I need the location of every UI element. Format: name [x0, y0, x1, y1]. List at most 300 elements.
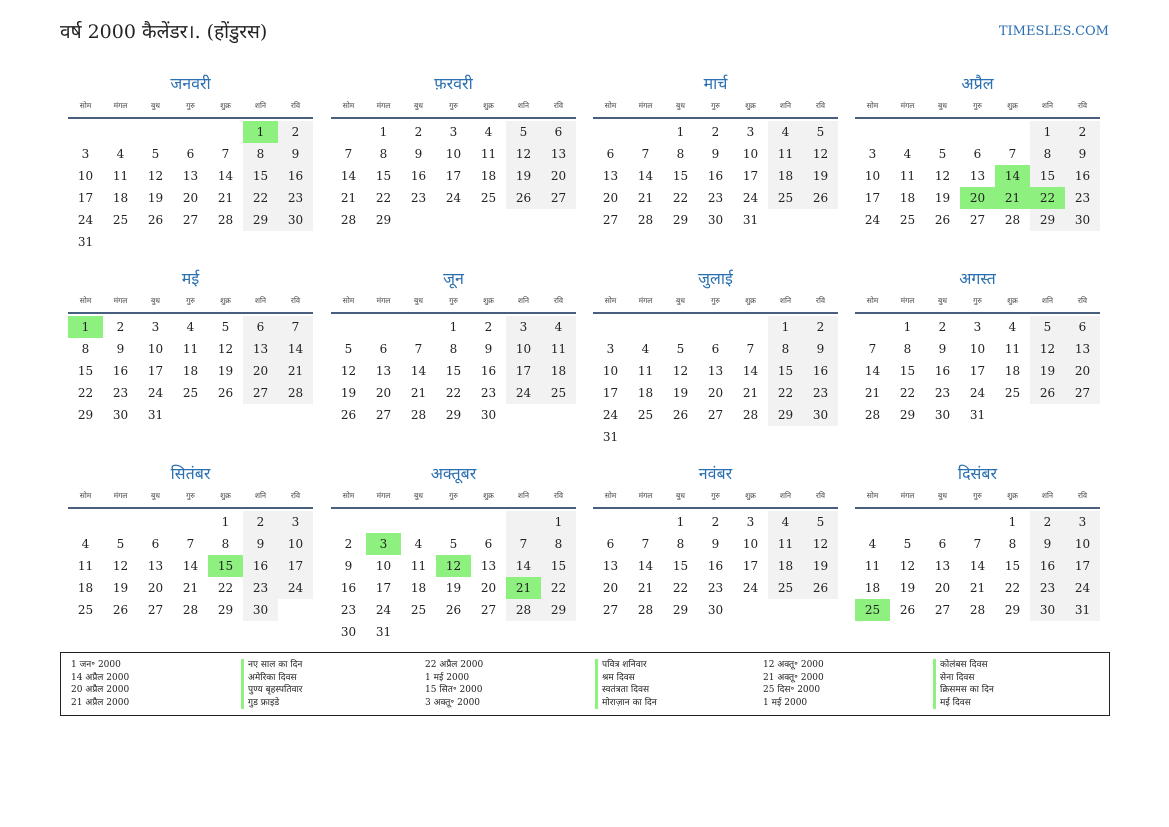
day-cell: 1 [903, 320, 912, 334]
weekday-label: सोम [342, 296, 355, 305]
month-name: मार्च [703, 74, 728, 93]
day-cell: 21 [182, 581, 199, 595]
holiday-day-cell: 25 [855, 599, 890, 621]
holiday-name: पुण्य बृहस्पतिवार [241, 684, 302, 697]
empty-cell [768, 599, 803, 621]
empty-cell [173, 231, 208, 253]
day-cell: 8 [541, 533, 576, 555]
day-cell: 23 [1065, 187, 1100, 209]
day-cell: 23 [480, 386, 497, 400]
day-cell: 2 [711, 515, 720, 529]
day-cell: 22 [243, 187, 278, 209]
day-grid [593, 316, 838, 448]
day-cell: 21 [864, 386, 881, 400]
weekday-label: गुरु [449, 491, 458, 500]
day-cell: 8 [243, 143, 278, 165]
day-cell: 2 [243, 511, 278, 533]
day-cell: 25 [768, 577, 803, 599]
day-cell: 10 [969, 342, 986, 356]
empty-cell [506, 621, 541, 643]
day-cell: 31 [147, 408, 164, 422]
day-cell: 4 [641, 342, 650, 356]
day-cell: 8 [903, 342, 912, 356]
day-cell: 25 [637, 408, 654, 422]
day-cell: 8 [1008, 537, 1017, 551]
day-cell: 2 [803, 316, 838, 338]
day-cell: 19 [147, 191, 164, 205]
empty-cell [803, 426, 838, 448]
weekday-header [68, 294, 313, 314]
weekday-label: शनि [517, 296, 530, 305]
weekday-label: मंगल [900, 491, 915, 500]
weekday-label: बुध [676, 296, 685, 305]
weekday-label: सोम [342, 491, 355, 500]
weekday-label: सोम [79, 101, 92, 110]
day-cell: 13 [541, 143, 576, 165]
day-cell: 28 [182, 603, 199, 617]
day-cell: 23 [707, 581, 724, 595]
day-cell: 26 [217, 386, 234, 400]
day-cell: 2 [1065, 121, 1100, 143]
day-cell: 6 [151, 537, 160, 551]
day-cell: 13 [147, 559, 164, 573]
day-cell: 26 [934, 213, 951, 227]
day-cell: 10 [506, 338, 541, 360]
day-cell: 8 [768, 338, 803, 360]
day-cell: 17 [1065, 555, 1100, 577]
weekday-label: शुक्र [220, 101, 231, 110]
empty-cell [698, 316, 733, 338]
day-cell: 17 [742, 169, 759, 183]
weekday-label: रवि [290, 296, 301, 305]
day-cell: 5 [221, 320, 230, 334]
day-cell: 27 [707, 408, 724, 422]
day-cell: 20 [243, 360, 278, 382]
day-cell: 23 [243, 577, 278, 599]
day-cell: 3 [973, 320, 982, 334]
weekday-label: शनि [517, 101, 530, 110]
empty-cell [803, 599, 838, 621]
empty-cell [366, 511, 401, 533]
day-cell: 30 [243, 599, 278, 621]
empty-cell [925, 121, 960, 143]
day-cell: 1 [379, 125, 388, 139]
day-cell: 23 [410, 191, 427, 205]
day-cell: 20 [182, 191, 199, 205]
day-grid [68, 316, 313, 426]
empty-cell [628, 316, 663, 338]
day-cell: 9 [344, 559, 353, 573]
day-cell: 23 [278, 187, 313, 209]
day-cell: 1 [449, 320, 458, 334]
day-cell: 18 [410, 581, 427, 595]
holiday-day-cell: 21 [995, 187, 1030, 209]
day-cell: 4 [768, 511, 803, 533]
day-cell: 19 [112, 581, 129, 595]
day-cell: 7 [641, 147, 650, 161]
day-cell: 7 [221, 147, 230, 161]
day-cell: 7 [186, 537, 195, 551]
holiday-day-cell: 1 [68, 316, 103, 338]
day-cell: 1 [541, 511, 576, 533]
day-cell: 4 [81, 537, 90, 551]
holiday-date: 21 अप्रैल 2000 [71, 697, 130, 708]
day-cell: 29 [899, 408, 916, 422]
day-cell: 23 [112, 386, 129, 400]
day-cell: 3 [151, 320, 160, 334]
day-cell: 30 [707, 603, 724, 617]
empty-cell [103, 121, 138, 143]
holiday-name: स्वतंत्रता दिवस [595, 684, 649, 697]
holiday-name: कोलंबस दिवस [933, 659, 988, 672]
day-cell: 14 [278, 338, 313, 360]
day-cell: 1 [1030, 121, 1065, 143]
weekday-label: शुक्र [483, 491, 494, 500]
day-cell: 15 [541, 555, 576, 577]
weekday-header [331, 99, 576, 119]
holiday-day-cell: 14 [995, 165, 1030, 187]
holiday-date: 1 मई 2000 [763, 697, 808, 708]
day-cell: 25 [768, 187, 803, 209]
day-cell: 9 [278, 143, 313, 165]
day-cell: 19 [803, 555, 838, 577]
day-cell: 16 [1065, 165, 1100, 187]
day-cell: 20 [375, 386, 392, 400]
day-cell: 30 [1030, 599, 1065, 621]
day-cell: 26 [899, 603, 916, 617]
empty-cell [278, 231, 313, 253]
day-cell: 11 [112, 169, 129, 183]
day-cell: 27 [602, 213, 619, 227]
weekday-label: सोम [604, 101, 617, 110]
holiday-date: 25 दिस॰ 2000 [763, 685, 821, 695]
page-title: वर्ष 2000 कैलेंडर।. (होंडुरस) [60, 21, 268, 43]
day-cell: 22 [77, 386, 94, 400]
day-cell: 28 [742, 408, 759, 422]
day-cell: 28 [217, 213, 234, 227]
day-cell: 23 [707, 191, 724, 205]
empty-cell [208, 404, 243, 426]
day-cell: 12 [506, 143, 541, 165]
weekday-label: शनि [779, 101, 792, 110]
empty-cell [401, 621, 436, 643]
empty-cell [173, 404, 208, 426]
day-cell: 6 [541, 121, 576, 143]
day-cell: 8 [81, 342, 90, 356]
day-cell: 13 [480, 559, 497, 573]
day-cell: 2 [1030, 511, 1065, 533]
day-cell: 12 [147, 169, 164, 183]
day-cell: 21 [969, 581, 986, 595]
day-cell: 17 [147, 364, 164, 378]
month-name: अक्तूबर [430, 464, 477, 483]
weekday-label: गुरु [186, 491, 195, 500]
day-grid [855, 121, 1100, 231]
day-cell: 22 [672, 581, 689, 595]
empty-cell [138, 511, 173, 533]
day-cell: 30 [112, 408, 129, 422]
empty-cell [436, 621, 471, 643]
empty-cell [331, 511, 366, 533]
day-cell: 17 [506, 360, 541, 382]
empty-cell [541, 404, 576, 426]
weekday-header [331, 294, 576, 314]
day-cell: 26 [112, 603, 129, 617]
day-cell: 29 [768, 404, 803, 426]
empty-cell [803, 209, 838, 231]
day-cell: 10 [445, 147, 462, 161]
month-block [331, 268, 576, 426]
day-cell: 12 [803, 533, 838, 555]
day-cell: 7 [278, 316, 313, 338]
month-block [593, 268, 838, 448]
month-block [855, 268, 1100, 426]
weekday-label: सोम [79, 491, 92, 500]
empty-cell [768, 426, 803, 448]
weekday-label: रवि [290, 101, 301, 110]
month-block [593, 73, 838, 231]
day-cell: 22 [541, 577, 576, 599]
day-cell: 20 [602, 581, 619, 595]
day-cell: 22 [672, 191, 689, 205]
day-cell: 13 [375, 364, 392, 378]
empty-cell [593, 511, 628, 533]
weekday-label: मंगल [113, 296, 128, 305]
empty-cell [138, 121, 173, 143]
day-cell: 17 [969, 364, 986, 378]
day-cell: 8 [676, 147, 685, 161]
day-cell: 24 [969, 386, 986, 400]
weekday-header [68, 99, 313, 119]
day-cell: 30 [340, 625, 357, 639]
day-cell: 5 [506, 121, 541, 143]
weekday-label: मंगल [376, 491, 391, 500]
day-cell: 31 [77, 235, 94, 249]
day-cell: 15 [672, 559, 689, 573]
day-cell: 14 [410, 364, 427, 378]
empty-cell [995, 121, 1030, 143]
day-cell: 3 [606, 342, 615, 356]
month-name: नवंबर [698, 464, 733, 483]
empty-cell [401, 209, 436, 231]
day-cell: 17 [77, 191, 94, 205]
day-cell: 20 [707, 386, 724, 400]
day-cell: 26 [672, 408, 689, 422]
empty-cell [995, 404, 1030, 426]
weekday-label: रवि [815, 296, 826, 305]
day-cell: 24 [445, 191, 462, 205]
holiday-day-cell: 15 [208, 555, 243, 577]
day-cell: 27 [541, 187, 576, 209]
day-cell: 3 [506, 316, 541, 338]
day-cell: 11 [864, 559, 881, 573]
day-cell: 14 [182, 559, 199, 573]
day-cell: 21 [340, 191, 357, 205]
day-cell: 28 [637, 603, 654, 617]
day-cell: 25 [182, 386, 199, 400]
day-cell: 18 [768, 555, 803, 577]
day-cell: 14 [637, 559, 654, 573]
day-cell: 1 [768, 316, 803, 338]
day-cell: 4 [484, 125, 493, 139]
weekday-label: मंगल [638, 296, 653, 305]
weekday-label: बुध [414, 491, 423, 500]
day-grid [331, 511, 576, 643]
empty-cell [1065, 404, 1100, 426]
holiday-name: पवित्र शनिवार [595, 659, 647, 672]
day-cell: 20 [541, 165, 576, 187]
month-block [331, 463, 576, 643]
day-cell: 5 [803, 511, 838, 533]
day-cell: 9 [1065, 143, 1100, 165]
empty-cell [541, 621, 576, 643]
day-cell: 1 [1008, 515, 1017, 529]
weekday-label: मंगल [376, 101, 391, 110]
empty-cell [471, 209, 506, 231]
day-cell: 15 [899, 364, 916, 378]
day-cell: 28 [506, 599, 541, 621]
holiday-date: 20 अप्रैल 2000 [71, 685, 130, 695]
weekday-label: गुरु [711, 491, 720, 500]
day-cell: 4 [541, 316, 576, 338]
holiday-name: सेना दिवस [933, 672, 974, 685]
day-cell: 27 [147, 603, 164, 617]
day-cell: 16 [243, 555, 278, 577]
weekday-label: रवि [553, 491, 564, 500]
day-cell: 13 [602, 559, 619, 573]
day-cell: 7 [641, 537, 650, 551]
weekday-label: शुक्र [1007, 296, 1018, 305]
weekday-label: गुरु [711, 296, 720, 305]
day-cell: 11 [182, 342, 199, 356]
empty-cell [436, 511, 471, 533]
day-cell: 10 [742, 147, 759, 161]
day-cell: 3 [746, 125, 755, 139]
weekday-label: गुरु [973, 296, 982, 305]
weekday-header [593, 489, 838, 509]
day-cell: 10 [147, 342, 164, 356]
day-cell: 29 [672, 213, 689, 227]
day-cell: 21 [278, 360, 313, 382]
empty-cell [173, 511, 208, 533]
day-cell: 28 [410, 408, 427, 422]
month-name: अगस्त [959, 269, 996, 288]
day-cell: 25 [541, 382, 576, 404]
day-cell: 29 [1030, 209, 1065, 231]
site-link[interactable]: TIMESLES.COM [998, 24, 1109, 39]
day-cell: 12 [803, 143, 838, 165]
empty-cell [68, 511, 103, 533]
day-cell: 11 [899, 169, 916, 183]
day-cell: 31 [969, 408, 986, 422]
day-cell: 31 [375, 625, 392, 639]
day-cell: 18 [77, 581, 94, 595]
day-cell: 16 [707, 169, 724, 183]
weekday-label: मंगल [376, 296, 391, 305]
day-cell: 9 [938, 342, 947, 356]
day-cell: 19 [934, 191, 951, 205]
day-cell: 26 [803, 577, 838, 599]
day-cell: 22 [375, 191, 392, 205]
day-cell: 24 [742, 191, 759, 205]
weekday-label: बुध [676, 101, 685, 110]
day-cell: 12 [217, 342, 234, 356]
weekday-label: गुरु [449, 296, 458, 305]
day-cell: 8 [449, 342, 458, 356]
holiday-name: अमेरिका दिवस [241, 672, 297, 685]
day-cell: 30 [707, 213, 724, 227]
day-cell: 27 [480, 603, 497, 617]
weekday-label: बुध [676, 491, 685, 500]
day-cell: 18 [768, 165, 803, 187]
day-cell: 28 [1004, 213, 1021, 227]
day-cell: 24 [147, 386, 164, 400]
day-cell: 17 [375, 581, 392, 595]
day-cell: 28 [637, 213, 654, 227]
day-cell: 2 [344, 537, 353, 551]
weekday-label: सोम [604, 491, 617, 500]
empty-cell [890, 121, 925, 143]
day-cell: 6 [1065, 316, 1100, 338]
day-cell: 9 [1030, 533, 1065, 555]
day-cell: 6 [606, 147, 615, 161]
empty-cell [103, 231, 138, 253]
weekday-label: शुक्र [745, 491, 756, 500]
month-block [68, 463, 313, 621]
day-grid [331, 121, 576, 231]
holiday-legend [60, 652, 1110, 716]
day-cell: 9 [116, 342, 125, 356]
empty-cell [663, 316, 698, 338]
empty-cell [593, 316, 628, 338]
day-cell: 6 [973, 147, 982, 161]
day-cell: 17 [278, 555, 313, 577]
day-cell: 25 [480, 191, 497, 205]
day-cell: 9 [711, 537, 720, 551]
day-cell: 4 [868, 537, 877, 551]
day-cell: 14 [637, 169, 654, 183]
day-cell: 19 [1030, 360, 1065, 382]
month-name: अप्रैल [961, 74, 994, 93]
day-cell: 9 [484, 342, 493, 356]
day-cell: 28 [340, 213, 357, 227]
empty-cell [436, 209, 471, 231]
holiday-date: 1 जन॰ 2000 [71, 660, 121, 670]
holiday-date: 15 सित॰ 2000 [425, 685, 483, 695]
day-cell: 29 [1004, 603, 1021, 617]
empty-cell [698, 426, 733, 448]
empty-cell [243, 231, 278, 253]
weekday-label: बुध [414, 101, 423, 110]
day-cell: 21 [637, 581, 654, 595]
holiday-date: 1 मई 2000 [425, 672, 470, 683]
weekday-header [593, 99, 838, 119]
weekday-header [331, 489, 576, 509]
empty-cell [471, 511, 506, 533]
day-cell: 18 [541, 360, 576, 382]
empty-cell [173, 121, 208, 143]
empty-cell [733, 426, 768, 448]
day-cell: 6 [606, 537, 615, 551]
holiday-date: 21 अक्तू॰ 2000 [763, 672, 824, 683]
day-cell: 5 [938, 147, 947, 161]
day-cell: 15 [77, 364, 94, 378]
day-cell: 25 [112, 213, 129, 227]
day-cell: 19 [445, 581, 462, 595]
day-cell: 10 [1065, 533, 1100, 555]
day-cell: 2 [116, 320, 125, 334]
empty-cell [1030, 404, 1065, 426]
